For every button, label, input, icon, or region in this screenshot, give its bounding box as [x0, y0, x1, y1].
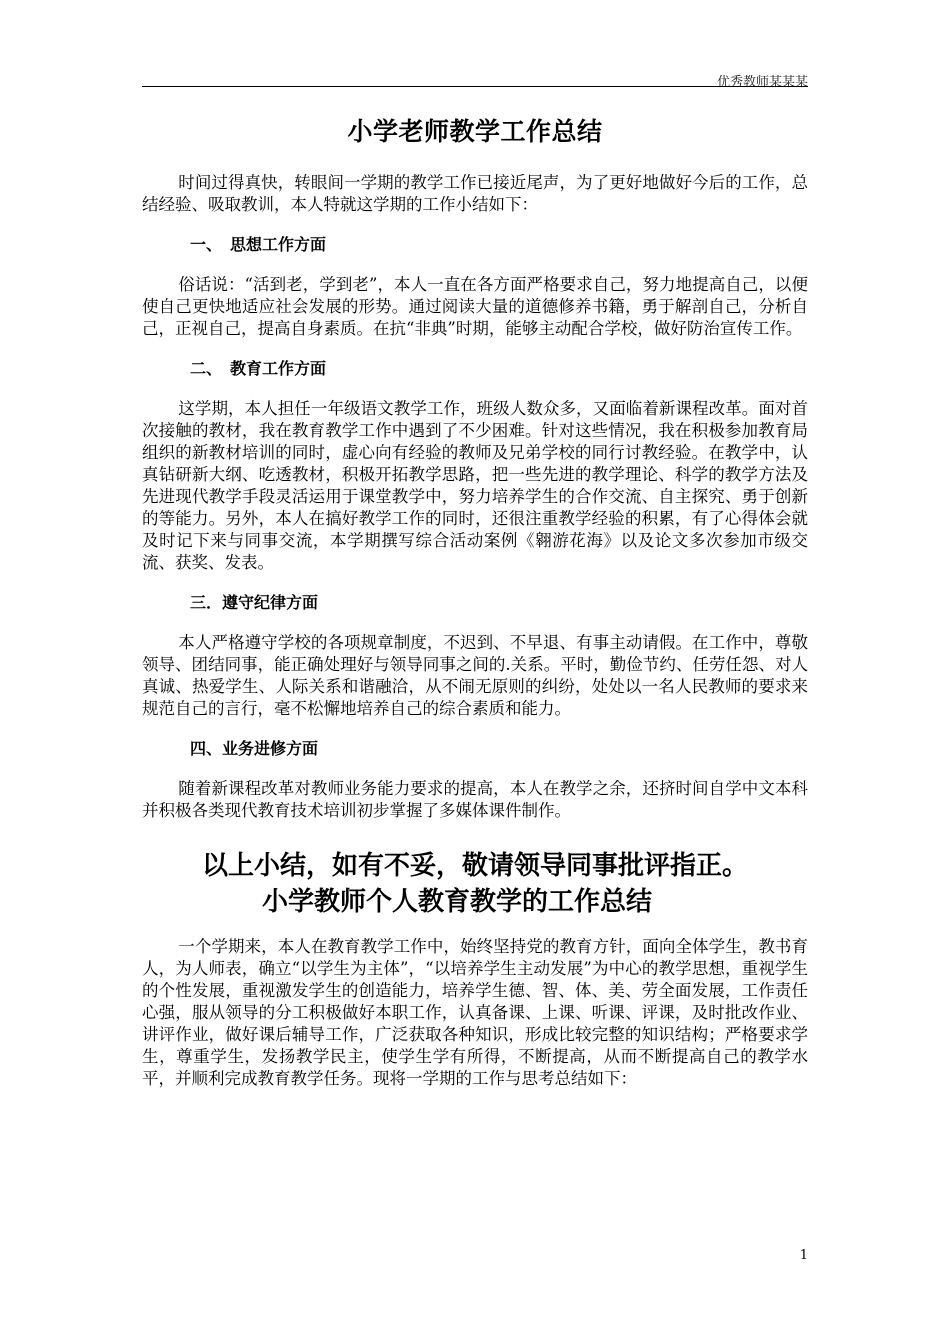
intro-paragraph: 时间过得真快，转眼间一学期的教学工作已接近尾声，为了更好地做好今后的工作，总结经验、吸取教训，本人特就这学期的工作小结如下： — [142, 173, 808, 214]
second-intro-paragraph: 一个学期来，本人在教育教学工作中，始终坚持党的教育方针，面向全体学生，教书育人，为人师表，确立“以学生为主体”，“以培养学生主动发展”为中心的教学思想，重视学生的个性发展，重视激发学生的创造能力，培养学生德、智、体、美、劳全面发展，工作责任心强，服从领导的分工积极做好本职工作，认真备课、上课、听课、评课，及时批改作业、讲评作业，做好课后辅导工作，广泛获取各种知识，形成比较完整的知识结构；严格要求学生，尊重学生，发扬教学民主，使学生学有所得，不断提高，从而不断提高自己的教学水平，并顺利完成教育教学任务。现将一学期的工作与思考总结如下： — [142, 937, 808, 1088]
section-heading-discipline: 三．遵守纪律方面 — [190, 593, 319, 612]
page-header-author: 优秀教师某某某 — [716, 75, 808, 90]
header-divider — [142, 86, 808, 87]
page-number: 1 — [799, 1248, 808, 1263]
section-body-discipline: 本人严格遵守学校的各项规章制度，不迟到、不早退、有事主动请假。在工作中，尊敬领导、团结同事，能正确处理好与领导同事之间的.关系。平时，勤俭节约、任劳任怨、对人真诚、热爱学生、人际关系和谐融洽，从不闹无原则的纠纷，处处以一名人民教师的要求来规范自己的言行，毫不松懈地培养自己的综合素质和能力。 — [142, 633, 808, 718]
section-heading-education: 二、 教育工作方面 — [190, 359, 327, 378]
section-body-training: 随着新课程改革对教师业务能力要求的提高，本人在教学之余，还挤时间自学中文本科并积极各类现代教育技术培训初步掌握了多媒体课件制作。 — [142, 779, 808, 820]
closing-statement: 以上小结，如有不妥，敬请领导同事批评指正。 — [202, 851, 749, 881]
section-body-thought: 俗话说：“活到老，学到老”，本人一直在各方面严格要求自己，努力地提高自己，以便使自己更快地适应社会发展的形势。通过阅读大量的道德修养书籍，勇于解剖自己，分析自己，正视自己，提高自身素质。在抗“非典”时期，能够主动配合学校，做好防治宣传工作。 — [142, 275, 808, 338]
document-title: 小学老师教学工作总结 — [347, 117, 603, 146]
document-body — [142, 110, 808, 1090]
section-heading-thought: 一、 思想工作方面 — [190, 235, 327, 254]
section-heading-training: 四、业务进修方面 — [190, 739, 319, 758]
section-body-education: 这学期，本人担任一年级语文教学工作，班级人数众多，又面临着新课程改革。面对首次接触的教材，我在教育教学工作中遇到了不少困难。针对这些情况，我在积极参加教育局组织的新教材培训的同时，虚心向有经验的教师及兄弟学校的同行讨教经验。在教学中，认真钻研新大纲、吃透教材，积极开拓教学思路，把一些先进的教学理论、科学的教学方法及先进现代教学手段灵活运用于课堂教学中，努力培养学生的合作交流、自主探究、勇于创新的等能力。另外，本人在搞好教学工作的同时，还很注重教学经验的积累，有了心得体会就及时记下来与同事交流，本学期撰写综合活动案例《翱游花海》以及论文多次参加市级交流、获奖、发表。 — [142, 399, 808, 572]
second-document-title: 小学教师个人教育教学的工作总结 — [262, 887, 653, 917]
